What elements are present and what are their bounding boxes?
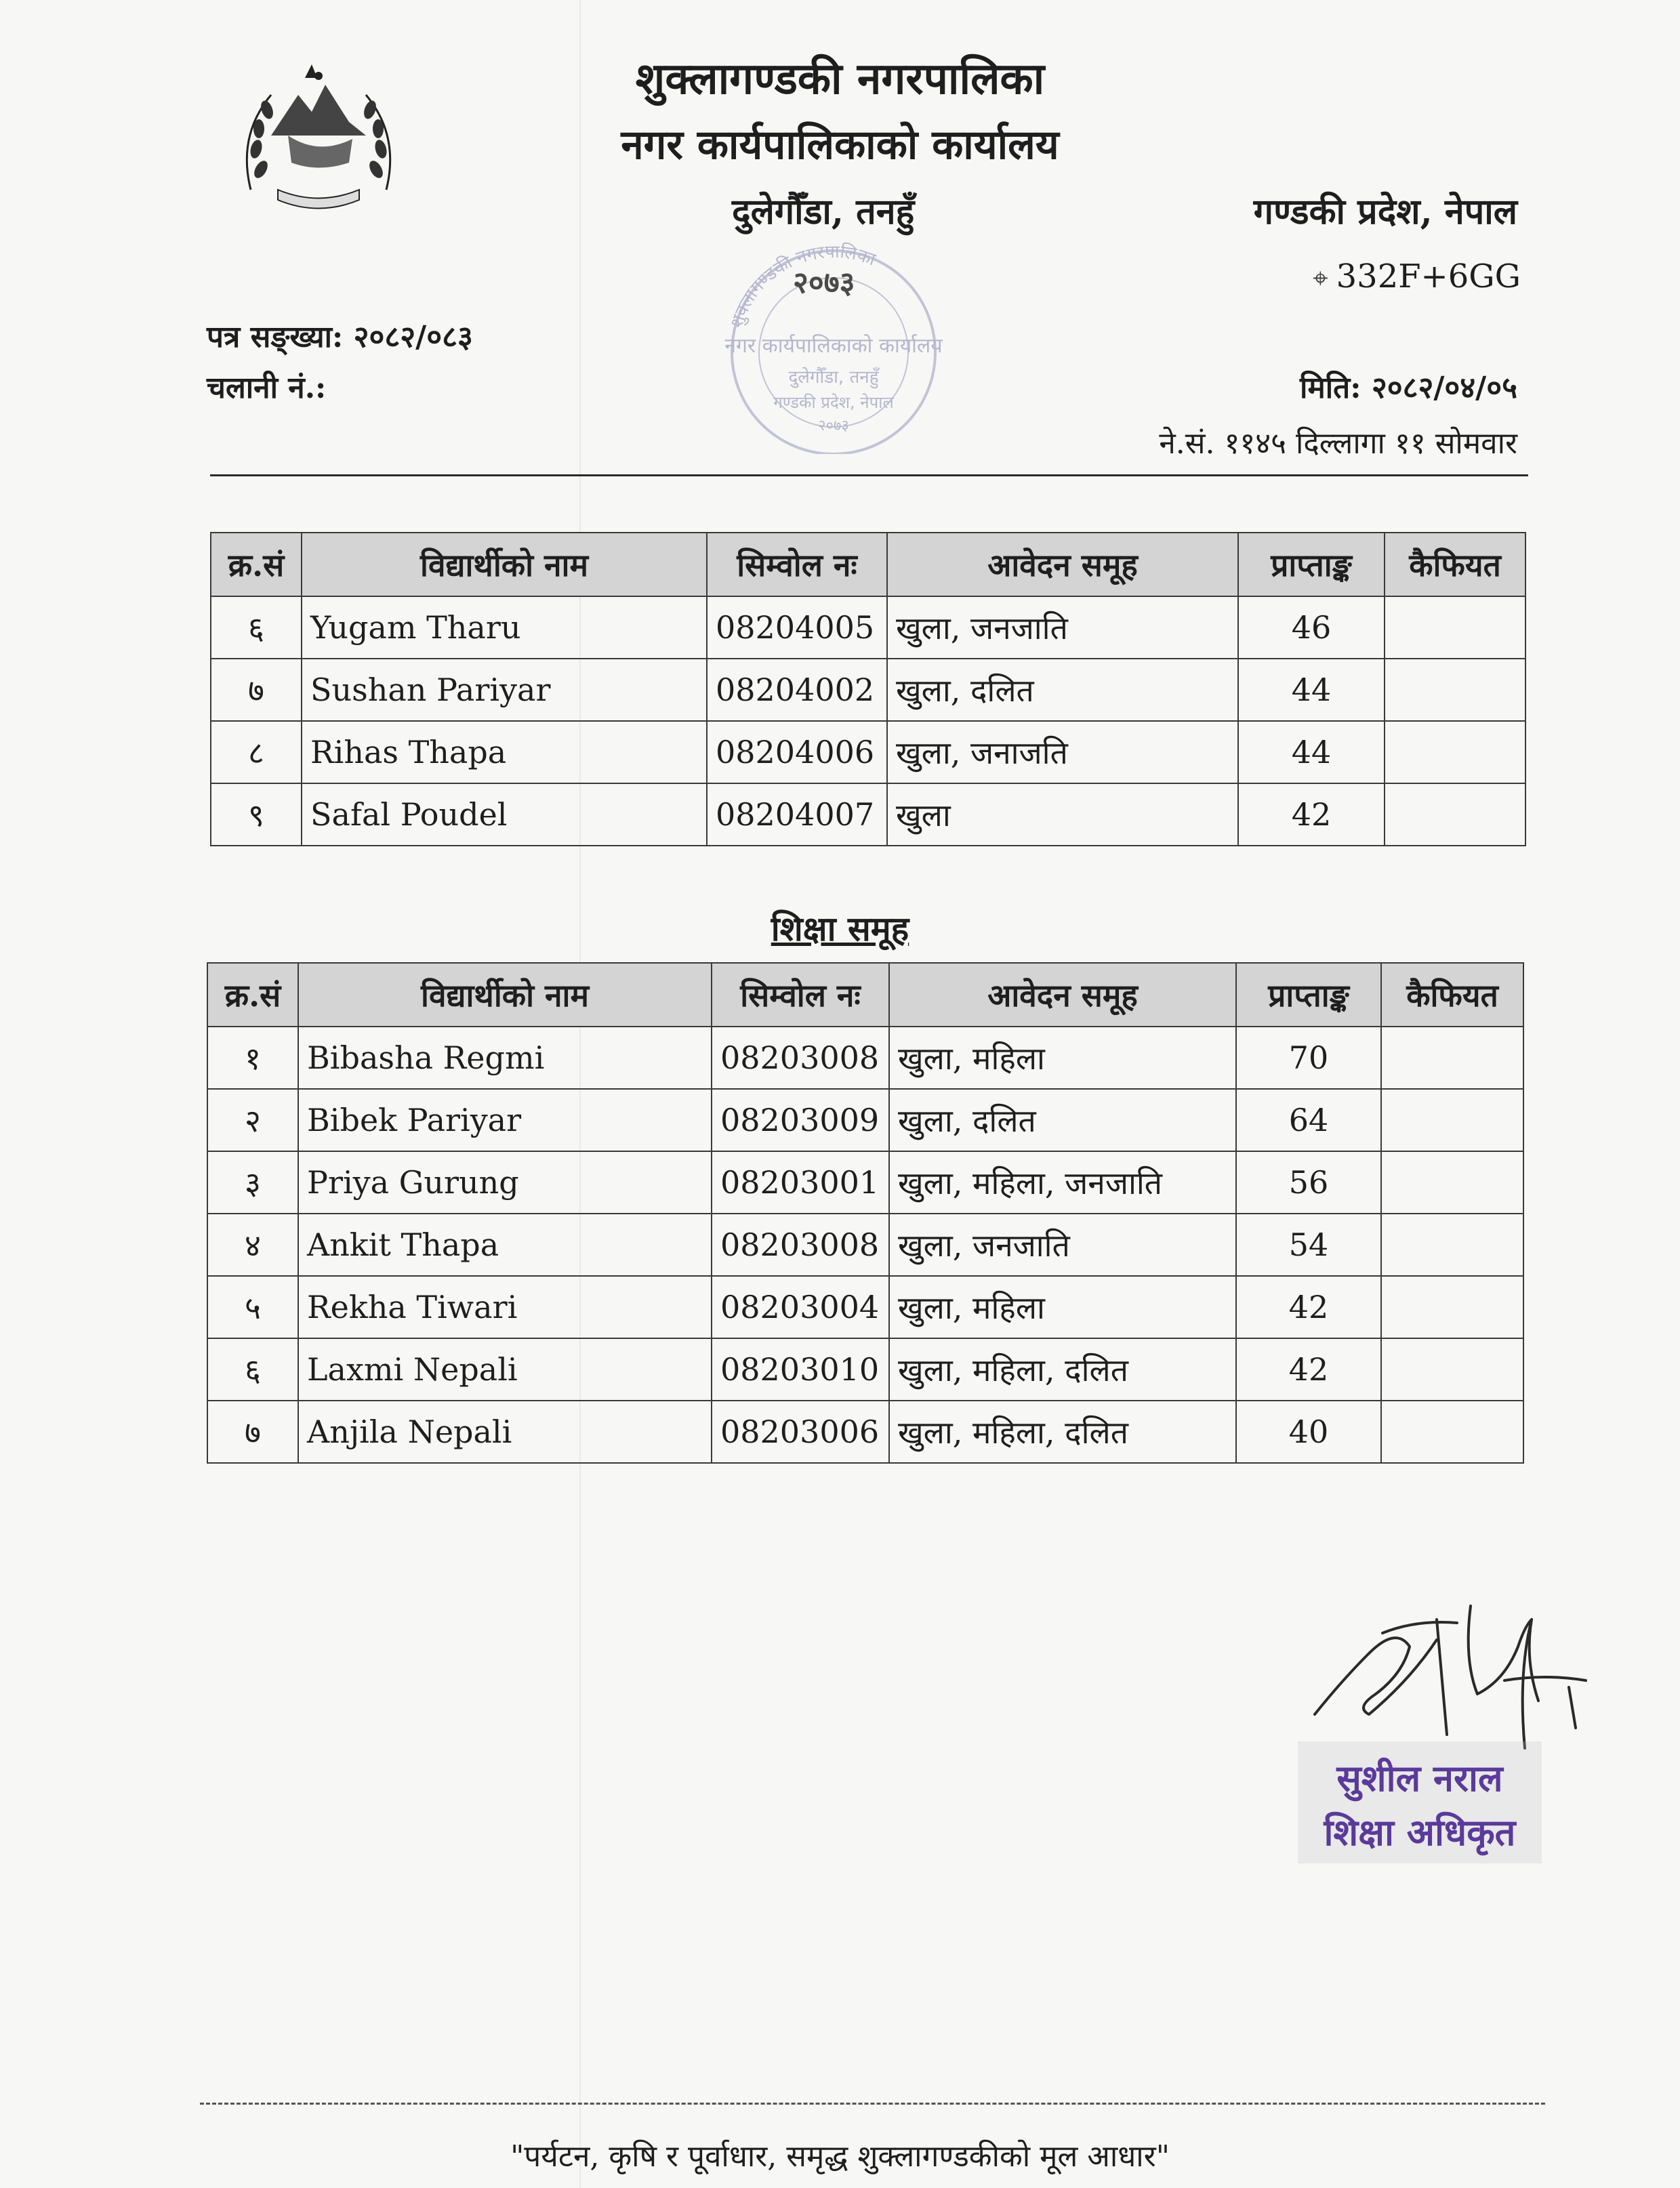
cell-marks: 42 <box>1236 1338 1381 1401</box>
cell-serial: ८ <box>211 721 302 783</box>
cell-marks: 64 <box>1236 1089 1381 1151</box>
handwritten-signature <box>1301 1579 1599 1755</box>
col-symbol-no: सिम्वोल नः <box>707 533 887 596</box>
col-marks: प्राप्ताङ्क <box>1238 533 1385 596</box>
cell-serial: ७ <box>207 1401 298 1463</box>
col-serial: क्र.सं <box>211 533 302 596</box>
plus-code-value: 332F+6GG <box>1336 257 1521 295</box>
cell-remarks <box>1385 659 1525 721</box>
nepal-sambat-date: ने.सं. ११४५ दिल्लागा ११ सोमवार <box>1159 426 1517 461</box>
office-title: नगर कार्यपालिकाको कार्यालय <box>621 121 1059 169</box>
footer-motto: "पर्यटन, कृषि र पूर्वाधार, समृद्ध शुक्लागण्डकीको मूल आधार" <box>510 2139 1170 2174</box>
table-row <box>207 1027 1523 1089</box>
cell-remarks <box>1381 1338 1523 1401</box>
col-applied-group: आवेदन समूह <box>889 963 1236 1027</box>
table-row <box>211 659 1525 721</box>
cell-marks: 70 <box>1236 1027 1381 1089</box>
cell-marks: 40 <box>1236 1401 1381 1463</box>
letter-date <box>1300 366 1517 407</box>
cell-remarks <box>1385 596 1525 659</box>
office-stamp <box>712 224 956 454</box>
results-table-1 <box>210 532 1526 846</box>
cell-name: Laxmi Nepali <box>298 1338 712 1401</box>
cell-marks: 44 <box>1238 721 1385 783</box>
cell-group: खुला, दलित <box>889 1089 1236 1151</box>
dispatch-label: चलानी नं.: <box>207 371 327 405</box>
col-remarks: कैफियत <box>1381 963 1523 1027</box>
cell-symbol: 08203010 <box>712 1338 889 1401</box>
location-pin-icon: ⌖ <box>1313 263 1328 294</box>
cell-marks: 46 <box>1238 596 1385 659</box>
cell-serial: ५ <box>207 1276 298 1338</box>
cell-group: खुला, महिला, दलित <box>889 1401 1236 1463</box>
cell-symbol: 08203001 <box>712 1151 889 1214</box>
col-student-name: विद्यार्थीको नाम <box>302 533 707 596</box>
cell-name: Ankit Thapa <box>298 1214 712 1276</box>
cell-marks: 44 <box>1238 659 1385 721</box>
col-applied-group: आवेदन समूह <box>887 533 1238 596</box>
signatory-name: सुशील नराल <box>1336 1756 1503 1800</box>
cell-serial: २ <box>207 1089 298 1151</box>
results-table-2 <box>207 962 1524 1464</box>
cell-serial: ३ <box>207 1151 298 1214</box>
cell-marks: 42 <box>1236 1276 1381 1338</box>
cell-remarks <box>1381 1276 1523 1338</box>
plus-code <box>1313 257 1521 295</box>
table-header-row <box>207 963 1523 1027</box>
cell-symbol: 08204006 <box>707 721 887 783</box>
municipality-title: शुक्लागण्डकी नगरपालिका <box>635 54 1045 104</box>
cell-remarks <box>1381 1214 1523 1276</box>
cell-symbol: 08204002 <box>707 659 887 721</box>
cell-marks: 56 <box>1236 1151 1381 1214</box>
cell-name: Rihas Thapa <box>302 721 707 783</box>
table-row <box>211 596 1525 659</box>
stamp-year: २०७३ <box>793 266 855 300</box>
cell-group: खुला, जनाजति <box>887 721 1238 783</box>
cell-name: Priya Gurung <box>298 1151 712 1214</box>
cell-remarks <box>1381 1151 1523 1214</box>
stamp-line1: दुलेगौँडा, तनहुँ <box>788 367 879 388</box>
cell-remarks <box>1385 721 1525 783</box>
table-row <box>207 1338 1523 1401</box>
stamp-year-bottom: २०७३ <box>818 417 849 434</box>
col-marks: प्राप्ताङ्क <box>1236 963 1381 1027</box>
cell-serial: ९ <box>211 783 302 846</box>
stamp-line2: गण्डकी प्रदेश, नेपाल <box>773 393 894 412</box>
header-divider <box>210 474 1528 476</box>
stamp-office-text: नगर कार्यपालिकाको कार्यालय <box>724 334 943 358</box>
cell-name: Yugam Tharu <box>302 596 707 659</box>
cell-group: खुला, महिला <box>889 1276 1236 1338</box>
table-row <box>207 1214 1523 1276</box>
cell-group: खुला, महिला, दलित <box>889 1338 1236 1401</box>
date-label: मिति: <box>1300 371 1361 405</box>
footer-divider <box>200 2103 1545 2105</box>
cell-remarks <box>1381 1089 1523 1151</box>
date-value: २०८२/०४/०५ <box>1371 371 1517 405</box>
cell-name: Rekha Tiwari <box>298 1276 712 1338</box>
table-header-row <box>211 533 1525 596</box>
cell-symbol: 08204005 <box>707 596 887 659</box>
cell-symbol: 08204007 <box>707 783 887 846</box>
cell-serial: ६ <box>211 596 302 659</box>
cell-remarks <box>1381 1027 1523 1089</box>
letter-ref-label: पत्र सङ्ख्या: <box>207 320 344 354</box>
col-student-name: विद्यार्थीको नाम <box>298 963 712 1027</box>
cell-group: खुला, जनजाति <box>889 1214 1236 1276</box>
col-symbol-no: सिम्वोल नः <box>712 963 889 1027</box>
cell-remarks <box>1385 783 1525 846</box>
letter-ref-value: २०८२/०८३ <box>353 320 473 354</box>
cell-marks: 42 <box>1238 783 1385 846</box>
table-row <box>207 1401 1523 1463</box>
cell-serial: ७ <box>211 659 302 721</box>
dispatch-number <box>207 366 326 407</box>
section-title-education: शिक्षा समूह <box>771 909 909 949</box>
col-remarks: कैफियत <box>1385 533 1525 596</box>
table-row <box>211 783 1525 846</box>
cell-marks: 54 <box>1236 1214 1381 1276</box>
cell-group: खुला <box>887 783 1238 846</box>
table-row <box>211 721 1525 783</box>
table-row <box>207 1276 1523 1338</box>
cell-group: खुला, दलित <box>887 659 1238 721</box>
cell-serial: ६ <box>207 1338 298 1401</box>
cell-symbol: 08203009 <box>712 1089 889 1151</box>
cell-name: Bibasha Regmi <box>298 1027 712 1089</box>
signatory-title: शिक्षा अधिकृत <box>1324 1811 1516 1854</box>
cell-name: Anjila Nepali <box>298 1401 712 1463</box>
cell-name: Bibek Pariyar <box>298 1089 712 1151</box>
cell-group: खुला, महिला <box>889 1027 1236 1089</box>
cell-serial: १ <box>207 1027 298 1089</box>
cell-name: Safal Poudel <box>302 783 707 846</box>
cell-serial: ४ <box>207 1214 298 1276</box>
letter-ref <box>207 315 473 356</box>
province-label: गण्डकी प्रदेश, नेपाल <box>1253 191 1517 232</box>
cell-symbol: 08203008 <box>712 1027 889 1089</box>
office-location: दुलेगौँडा, तनहुँ <box>732 191 915 232</box>
cell-symbol: 08203004 <box>712 1276 889 1338</box>
cell-symbol: 08203006 <box>712 1401 889 1463</box>
cell-group: खुला, महिला, जनजाति <box>889 1151 1236 1214</box>
cell-remarks <box>1381 1401 1523 1463</box>
stamp-ring-text: शुक्लागण्डकी नगरपालिका <box>726 241 878 331</box>
cell-name: Sushan Pariyar <box>302 659 707 721</box>
table-row <box>207 1151 1523 1214</box>
cell-symbol: 08203008 <box>712 1214 889 1276</box>
col-serial: क्र.सं <box>207 963 298 1027</box>
cell-group: खुला, जनजाति <box>887 596 1238 659</box>
table-row <box>207 1089 1523 1151</box>
